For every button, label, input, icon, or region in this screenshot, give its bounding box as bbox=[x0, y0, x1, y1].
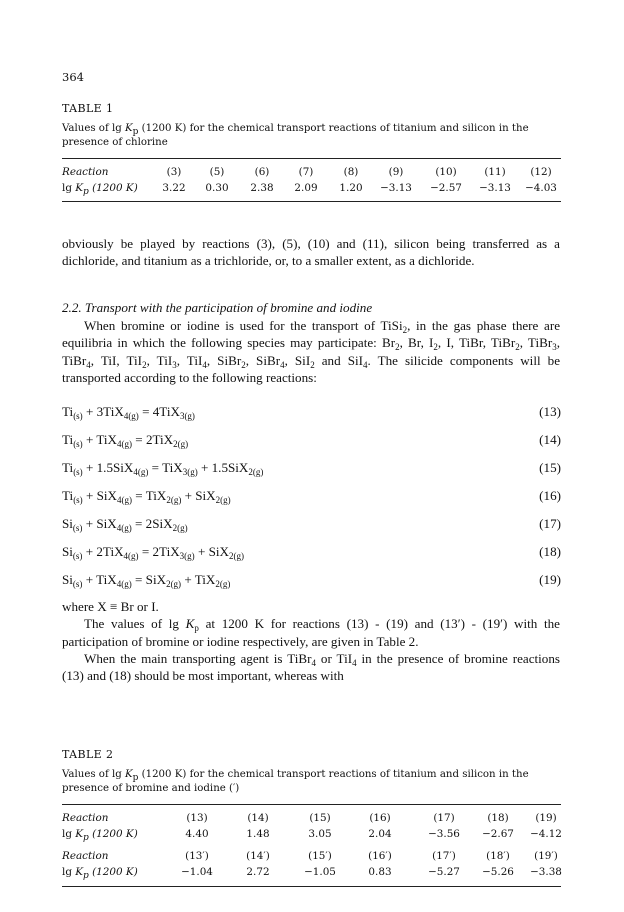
table1-value: 1.20 bbox=[339, 182, 363, 194]
table2-reaction: (14′) bbox=[246, 850, 270, 862]
table1-reaction: (3) bbox=[166, 166, 182, 178]
table2-reaction: (14) bbox=[247, 812, 269, 824]
table2-value: 4.40 bbox=[185, 828, 209, 840]
table2-reaction: (15′) bbox=[308, 850, 332, 862]
equation-text: $Si_{(s)} + SiX_{4(g)} = 2SiX_{2(g)}$ bbox=[62, 516, 188, 533]
table2-reaction-row bbox=[62, 812, 561, 826]
section-number: 2.2. bbox=[62, 300, 82, 315]
paragraph-4-text: When the main transporting agent is TiBr$_4$ or TiI$_4$ in the presence of bromine reactions (13) and (18) should be most important, whereas with bbox=[62, 650, 560, 684]
table2-reaction: (18′) bbox=[486, 850, 510, 862]
table1-value: −3.13 bbox=[479, 182, 511, 194]
equation-16 bbox=[62, 488, 561, 504]
where-line: where X ≡ Br or I. bbox=[62, 599, 159, 614]
equation-14 bbox=[62, 432, 561, 448]
equation-text: $Ti_{(s)} + TiX_{4(g)} = 2TiX_{2(g)}$ bbox=[62, 432, 189, 449]
table1-reaction: (5) bbox=[209, 166, 225, 178]
table2-reaction-label: Reaction bbox=[62, 850, 109, 862]
table2-value-label: $\lg K_p$ (1200 K) bbox=[62, 866, 138, 881]
table1-value: 0.30 bbox=[205, 182, 229, 194]
table2-reaction: (13) bbox=[186, 812, 208, 824]
table2-top-rule bbox=[62, 804, 561, 805]
table1-bottom-rule bbox=[62, 201, 561, 202]
table2-reaction-row-prime bbox=[62, 850, 561, 864]
equation-number: (17) bbox=[539, 516, 561, 531]
table2-value: 0.83 bbox=[368, 866, 392, 878]
table1-reaction: (8) bbox=[343, 166, 359, 178]
table2-value: 1.48 bbox=[246, 828, 270, 840]
table2-value-row-prime bbox=[62, 866, 561, 880]
equation-text: $Ti_{(s)} + 1.5SiX_{4(g)} = TiX_{3(g)} + 1.5SiX_{2(g)}$ bbox=[62, 460, 264, 477]
table1-value: −3.13 bbox=[380, 182, 412, 194]
table1-value: 2.09 bbox=[294, 182, 318, 194]
table2-value: −3.56 bbox=[428, 828, 460, 840]
table1-reaction: (7) bbox=[298, 166, 314, 178]
table2-value: 2.72 bbox=[246, 866, 270, 878]
table1-reaction: (10) bbox=[435, 166, 457, 178]
table1-label: TABLE 1 bbox=[62, 102, 114, 115]
equation-text: $Ti_{(s)} + SiX_{4(g)} = TiX_{2(g)} + SiX_{2(g)}$ bbox=[62, 488, 231, 505]
table1-reaction-label: Reaction bbox=[62, 166, 109, 178]
equation-number: (18) bbox=[539, 544, 561, 559]
table2-value: 2.04 bbox=[368, 828, 392, 840]
table1-value: 3.22 bbox=[162, 182, 186, 194]
table2-value-row bbox=[62, 828, 561, 842]
body-paragraph-3 bbox=[62, 598, 560, 684]
table2-value: 3.05 bbox=[308, 828, 332, 840]
table1-value: 2.38 bbox=[250, 182, 274, 194]
table2-reaction: (15) bbox=[309, 812, 331, 824]
table1-reaction-row bbox=[62, 166, 561, 180]
equation-number: (13) bbox=[539, 404, 561, 419]
table2-caption: Values of $\lg K_p$ (1200 K) for the chemical transport reactions of titanium and silicon in the presence of bromine and iodine (′) bbox=[62, 769, 529, 794]
table1-value-label: $\lg K_p$ (1200 K) bbox=[62, 182, 138, 197]
table1-reaction: (12) bbox=[530, 166, 552, 178]
section-heading bbox=[62, 300, 372, 316]
table1-reaction: (6) bbox=[254, 166, 270, 178]
table1-value: −4.03 bbox=[525, 182, 557, 194]
body-paragraph-1: obviously be played by reactions (3), (5), (10) and (11), silicon being transferred as a dichloride, and titanium as a trichloride, or, to a smaller extent, as a dichloride. bbox=[62, 236, 560, 269]
table1-reaction: (9) bbox=[388, 166, 404, 178]
table2-value: −4.12 bbox=[530, 828, 562, 840]
table2-reaction: (17′) bbox=[432, 850, 456, 862]
equation-number: (16) bbox=[539, 488, 561, 503]
table2-label: TABLE 2 bbox=[62, 748, 114, 761]
equation-17 bbox=[62, 516, 561, 532]
paragraph-3-text: The values of $\lg K_p$ at 1200 K for reactions (13) - (19) and (13′) - (19′) with the participation of bromine or iodine respectively, are given in Table 2. bbox=[62, 616, 560, 649]
equation-text: $Si_{(s)} + 2TiX_{4(g)} = 2TiX_{3(g)} + SiX_{2(g)}$ bbox=[62, 544, 244, 561]
table1-caption: Values of $\lg K_p$ (1200 K) for the chemical transport reactions of titanium and silicon in the presence of chlorine bbox=[62, 123, 529, 148]
equation-text: $Ti_{(s)} + 3TiX_{4(g)} = 4TiX_{3(g)}$ bbox=[62, 404, 195, 421]
table2-value: −2.67 bbox=[482, 828, 514, 840]
table2-value: −1.05 bbox=[304, 866, 336, 878]
table2-reaction-label: Reaction bbox=[62, 812, 109, 824]
table1-top-rule bbox=[62, 158, 561, 159]
table2-value: −3.38 bbox=[530, 866, 562, 878]
table1-value: −2.57 bbox=[430, 182, 462, 194]
table2-reaction: (19) bbox=[535, 812, 557, 824]
equation-text: $Si_{(s)} + TiX_{4(g)} = SiX_{2(g)} + TiX_{2(g)}$ bbox=[62, 572, 231, 589]
equation-19 bbox=[62, 572, 561, 588]
table1-value-row bbox=[62, 182, 561, 196]
table2-bottom-rule bbox=[62, 886, 561, 887]
table2-reaction: (19′) bbox=[534, 850, 558, 862]
body-paragraph-2 bbox=[62, 317, 560, 386]
table2-reaction: (17) bbox=[433, 812, 455, 824]
table1-reaction: (11) bbox=[484, 166, 506, 178]
table2-value: −1.04 bbox=[181, 866, 213, 878]
table2-value: −5.27 bbox=[428, 866, 460, 878]
paragraph-2-text: When bromine or iodine is used for the transport of TiSi$_2$, in the gas phase there are equilibria in which the following species may participate: $Br_2$, Br, $I_2$, I, TiBr, TiBr$_2$, TiBr$_3$, TiBr$_4$, TiI, TiI$_2$, TiI$_3$, TiI$_4$, SiBr$_2$, SiBr$_4$, SiI$_2$ and SiI$_4$. The silicide components will be transported according to the following reactions: bbox=[62, 318, 561, 385]
page-number: 364 bbox=[62, 70, 84, 84]
table2-value-label: $\lg K_p$ (1200 K) bbox=[62, 828, 138, 843]
table2-reaction: (16) bbox=[369, 812, 391, 824]
equation-15 bbox=[62, 460, 561, 476]
equation-number: (19) bbox=[539, 572, 561, 587]
section-title: Transport with the participation of bromine and iodine bbox=[84, 300, 373, 315]
table2-reaction: (18) bbox=[487, 812, 509, 824]
table2-reaction: (16′) bbox=[368, 850, 392, 862]
equation-13 bbox=[62, 404, 561, 420]
equation-number: (14) bbox=[539, 432, 561, 447]
equation-number: (15) bbox=[539, 460, 561, 475]
table2-value: −5.26 bbox=[482, 866, 514, 878]
equation-18 bbox=[62, 544, 561, 560]
table2-reaction: (13′) bbox=[185, 850, 209, 862]
